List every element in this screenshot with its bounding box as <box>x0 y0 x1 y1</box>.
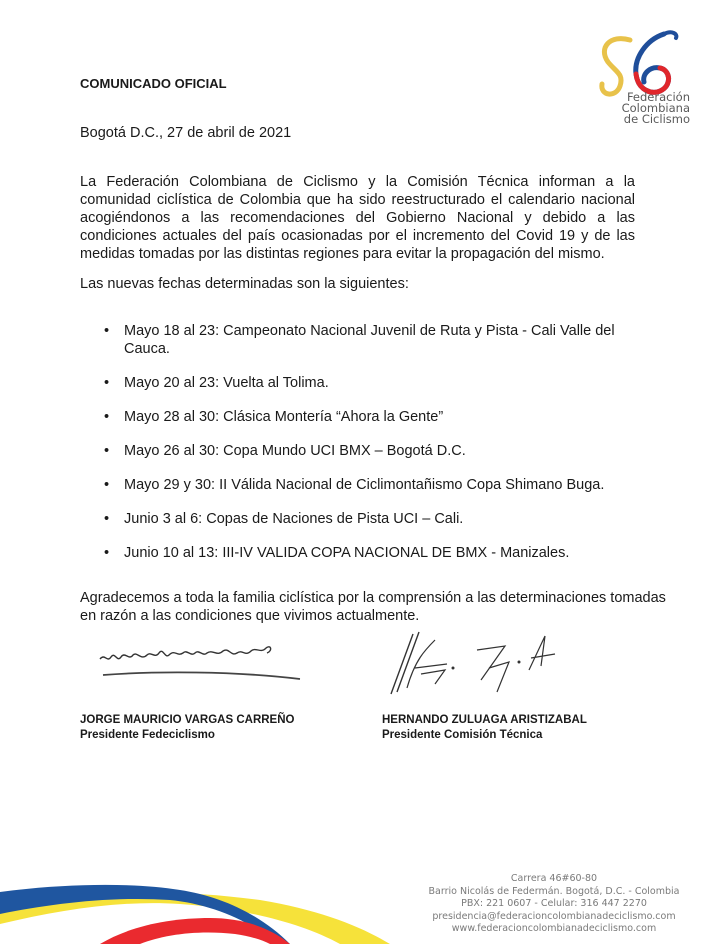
flag-swoosh-icon <box>0 870 420 944</box>
closing-paragraph: Agradecemos a toda la familia ciclística por la comprensión a las determinaciones tomadas en razón a las condiciones que vivimos actualmente. <box>80 590 666 624</box>
events-intro: Las nuevas fechas determinadas son la siguientes: <box>80 276 409 292</box>
events-list <box>80 322 640 578</box>
logo-line: de Ciclismo <box>623 112 690 126</box>
signatory-role: Presidente Fedeciclismo <box>80 729 215 741</box>
event-item <box>80 374 640 392</box>
footer-neighborhood: Barrio Nicolás de Federmán. Bogotá, D.C. - Colombia <box>428 885 680 897</box>
event-item <box>80 476 640 494</box>
bullet-icon: • <box>104 443 110 459</box>
event-text: Mayo 28 al 30: Clásica Montería “Ahora la Gente” <box>124 409 444 425</box>
event-text: Mayo 26 al 30: Copa Mundo UCI BMX – Bogotá D.C. <box>124 443 466 459</box>
footer-email[interactable]: presidencia@federacioncolombianadeciclismo.com <box>432 910 676 922</box>
event-item <box>80 510 640 528</box>
body-paragraph: La Federación Colombiana de Ciclismo y la Comisión Técnica informan a la comunidad ciclística de Colombia que ha sido reestructurado el calendario nacional acogiéndonos a las recomendaciones del Gobierno Nacional y debido a las condiciones actuales del país ocasionadas por el incremento del Covid 19 y de las medidas tomadas por las distintas regiones para evitar la propagación del mismo. <box>80 174 635 262</box>
bullet-icon: • <box>104 323 110 339</box>
signatory-1 <box>80 713 294 743</box>
footer-contact <box>408 873 700 936</box>
bullet-icon: • <box>104 545 110 561</box>
document-date: Bogotá D.C., 27 de abril de 2021 <box>80 125 292 141</box>
event-item <box>80 408 640 426</box>
event-text: Mayo 20 al 23: Vuelta al Tolima. <box>124 375 329 391</box>
signatory-name: JORGE MAURICIO VARGAS CARREÑO <box>80 714 295 726</box>
footer-phones: PBX: 221 0607 - Celular: 316 447 2270 <box>461 898 647 910</box>
event-item <box>80 544 640 562</box>
event-item <box>80 322 640 358</box>
document-title: COMUNICADO OFICIAL <box>80 76 227 91</box>
event-text: Junio 10 al 13: III-IV VALIDA COPA NACIONAL DE BMX - Manizales. <box>124 545 570 561</box>
event-text: Junio 3 al 6: Copas de Naciones de Pista UCI – Cali. <box>124 511 464 527</box>
signature-1-icon <box>95 635 305 685</box>
signatory-name: HERNANDO ZULUAGA ARISTIZABAL <box>382 714 587 726</box>
logo-line: Federación <box>626 90 690 104</box>
logo-line: Colombiana <box>621 101 690 115</box>
bullet-icon: • <box>104 477 110 493</box>
signature-2-icon <box>385 630 565 700</box>
event-text: Mayo 29 y 30: II Válida Nacional de Ciclimontañismo Copa Shimano Buga. <box>124 477 605 493</box>
bullet-icon: • <box>104 409 110 425</box>
bullet-icon: • <box>104 511 110 527</box>
event-item <box>80 442 640 460</box>
event-text: Mayo 18 al 23: Campeonato Nacional Juvenil de Ruta y Pista - Cali Valle del Cauca. <box>124 323 615 357</box>
logo-text <box>600 92 690 125</box>
footer-address: Carrera 46#60-80 <box>510 873 598 884</box>
footer-website[interactable]: www.federacioncolombianadeciclismo.com <box>451 923 657 935</box>
signatory-2 <box>382 713 587 743</box>
bullet-icon: • <box>104 375 110 391</box>
signatory-role: Presidente Comisión Técnica <box>382 729 543 741</box>
